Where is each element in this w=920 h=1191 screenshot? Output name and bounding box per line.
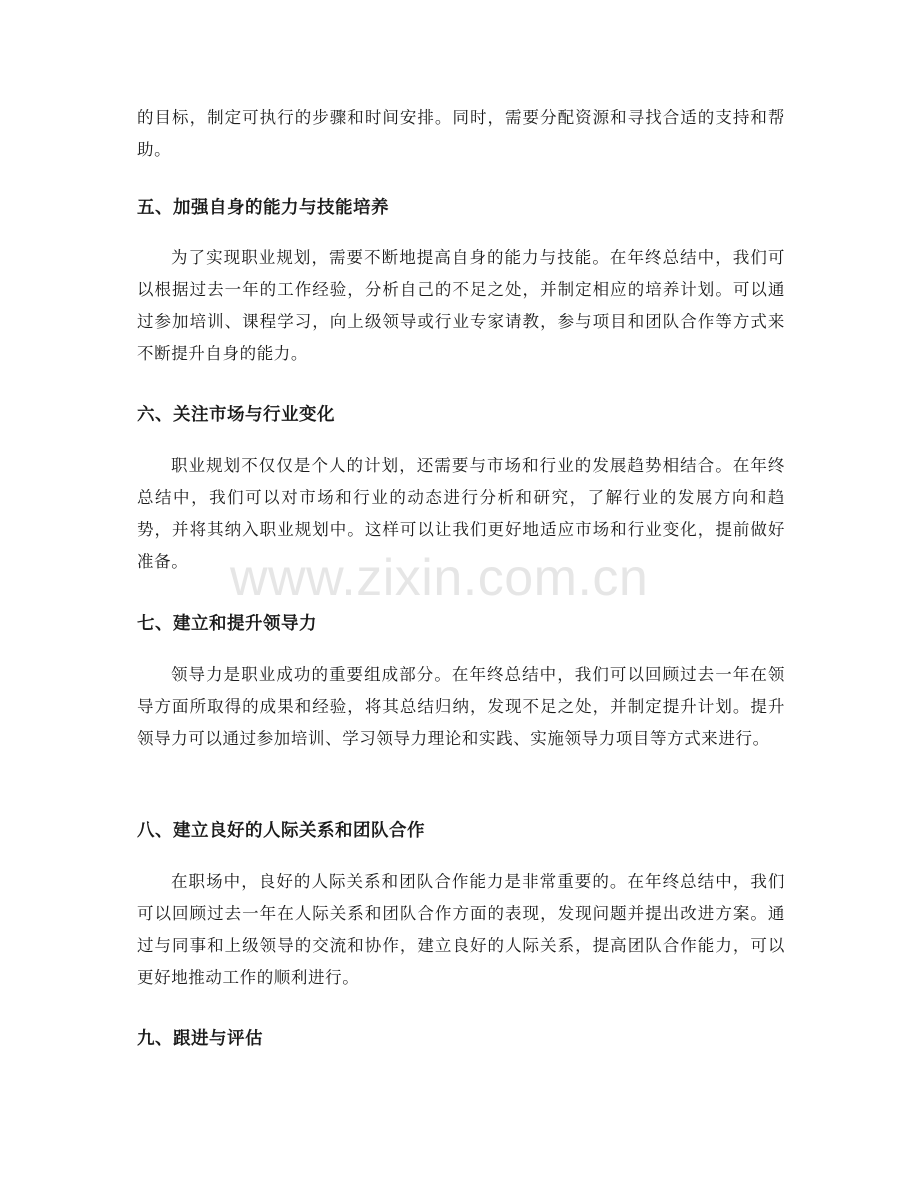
section-body-8: 在职场中，良好的人际关系和团队合作能力是非常重要的。在年终总结中，我们可以回顾过去一年在人际关系和团队合作方面的表现，发现问题并提出改进方案。通过与同事和上级领导的交流和协作，建立良好的人际关系，提高团队合作能力，可以更好地推动工作的顺利进行。 [137, 872, 785, 987]
section-body-5: 为了实现职业规划，需要不断地提高自身的能力与技能。在年终总结中，我们可以根据过去一年的工作经验，分析自己的不足之处，并制定相应的培养计划。可以通过参加培训、课程学习，向上级领导或行业专家请教，参与项目和团队合作等方式来不断提升自身的能力。 [137, 248, 785, 363]
watermark-text: www.zixin.com.cn [230, 549, 649, 607]
section-heading-7: 七、建立和提升领导力 [137, 614, 317, 634]
section-heading-8: 八、建立良好的人际关系和团队合作 [137, 821, 425, 841]
section-body-6: 职业规划不仅仅是个人的计划，还需要与市场和行业的发展趋势相结合。在年终总结中，我们可以对市场和行业的动态进行分析和研究，了解行业的发展方向和趋势，并将其纳入职业规划中。这样可以让我们更好地适应市场和行业变化，提前做好准备。 [137, 456, 785, 571]
section-body-7: 领导力是职业成功的重要组成部分。在年终总结中，我们可以回顾过去一年在领导方面所取得的成果和经验，将其总结归纳，发现不足之处，并制定提升计划。提升领导力可以通过参加培训、学习领导力理论和实践、实施领导力项目等方式来进行。 [137, 665, 785, 748]
intro-paragraph: 的目标，制定可执行的步骤和时间安排。同时，需要分配资源和寻找合适的支持和帮助。 [137, 108, 785, 159]
section-heading-6: 六、关注市场与行业变化 [137, 405, 335, 425]
section-heading-5: 五、加强自身的能力与技能培养 [137, 198, 389, 218]
section-heading-9: 九、跟进与评估 [137, 1029, 263, 1049]
